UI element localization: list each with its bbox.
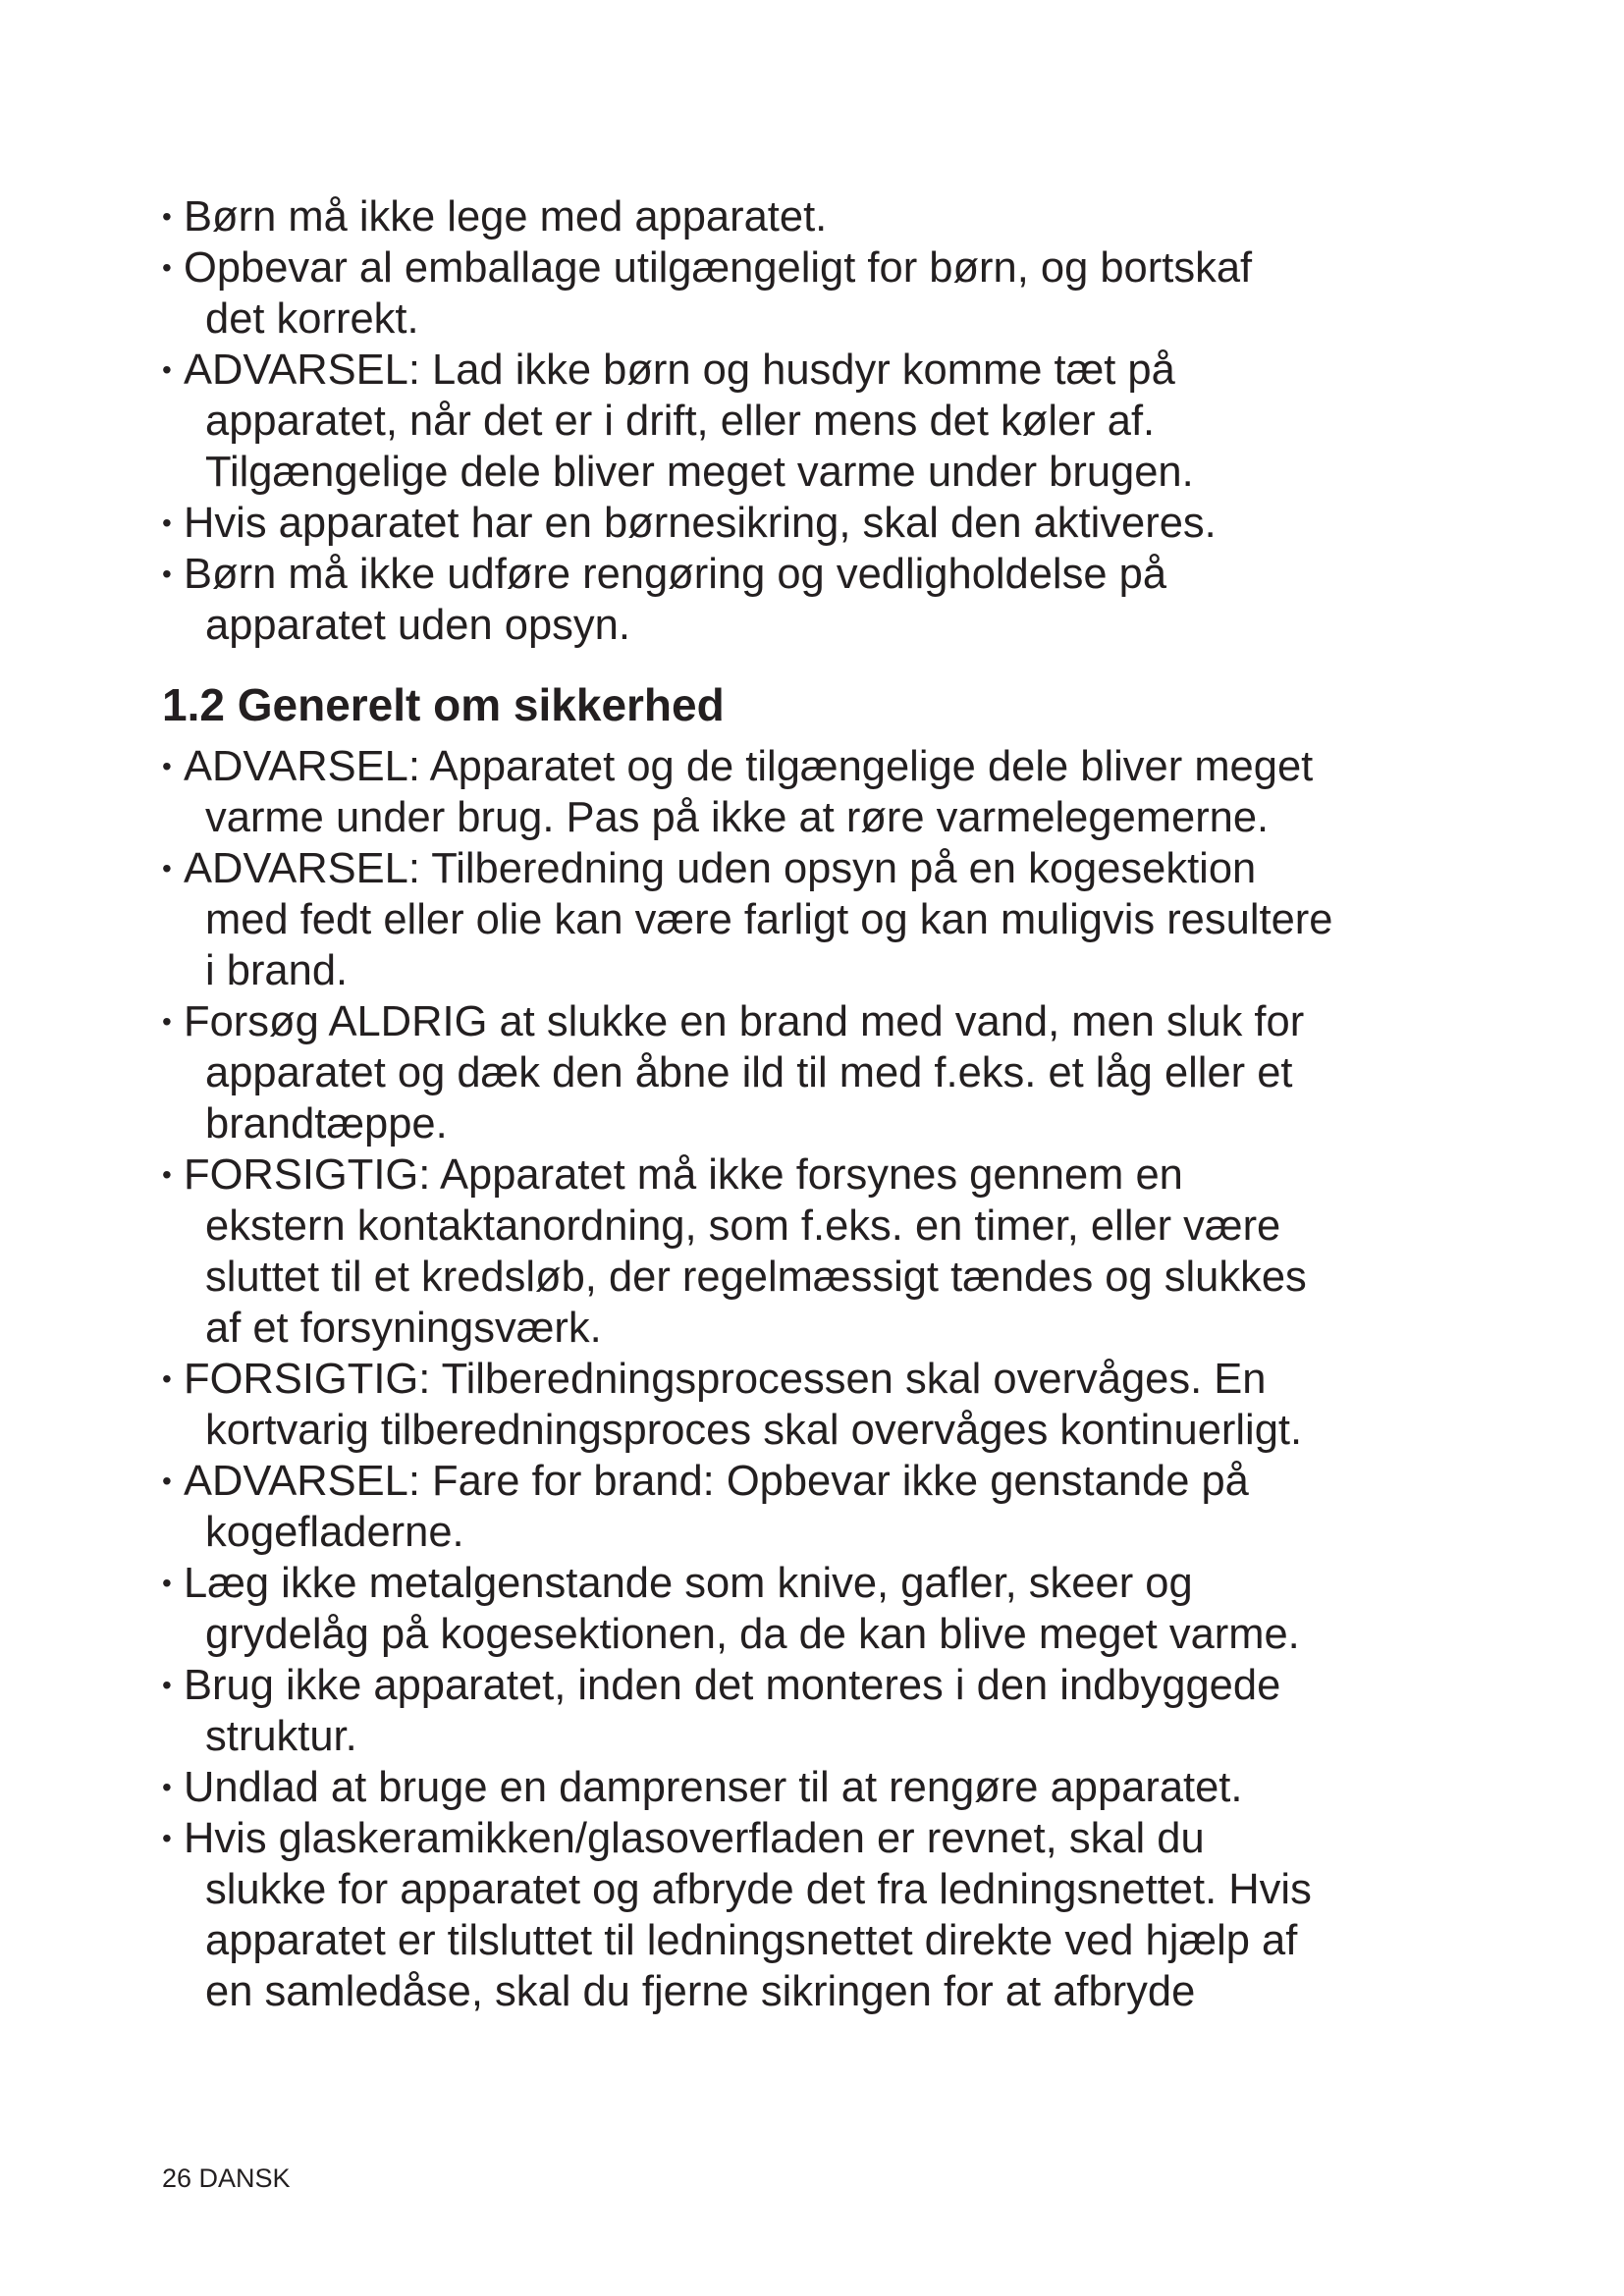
text-line: varme under brug. Pas på ikke at røre varmelegemerne. [205, 794, 1270, 841]
bullet: • [162, 1670, 172, 1700]
bullet: • [162, 201, 172, 232]
list-item-text [184, 1660, 1483, 1762]
text-line: FORSIGTIG: Apparatet må ikke forsynes gennem en [184, 1151, 1183, 1199]
text-line: det korrekt. [205, 295, 419, 343]
list-item-text [184, 191, 1483, 242]
list-item [162, 1149, 1483, 1354]
text-line: ADVARSEL: Lad ikke børn og husdyr komme tæt på [184, 347, 1175, 394]
safety-list-general [162, 741, 1483, 2017]
text-line: ekstern kontaktanordning, som f.eks. en timer, eller være [205, 1202, 1281, 1250]
bullet: • [162, 354, 172, 385]
text-line: af et forsyningsværk. [205, 1305, 602, 1352]
text-line: kogefladerne. [205, 1509, 464, 1556]
bullet: • [162, 751, 172, 781]
list-item [162, 345, 1483, 498]
text-line: apparatet er tilsluttet til ledningsnettet direkte ved hjælp af [205, 1917, 1298, 1964]
bullet: • [162, 1568, 172, 1598]
text-line: apparatet uden opsyn. [205, 602, 630, 649]
text-line: Børn må ikke udføre rengøring og vedligholdelse på [184, 551, 1167, 598]
text-line: Tilgængelige dele bliver meget varme under brugen. [205, 449, 1194, 496]
bullet: • [162, 559, 172, 589]
list-item [162, 191, 1483, 242]
bullet: • [162, 1363, 172, 1394]
text-line: ADVARSEL: Fare for brand: Opbevar ikke genstande på [184, 1458, 1249, 1505]
safety-list-children [162, 191, 1483, 651]
list-item [162, 498, 1483, 549]
text-line: Børn må ikke lege med apparatet. [184, 193, 828, 240]
text-line: sluttet til et kredsløb, der regelmæssigt tændes og slukkes [205, 1254, 1307, 1301]
bullet: • [162, 1159, 172, 1190]
list-item [162, 549, 1483, 651]
list-item-text [184, 1558, 1483, 1660]
text-line: med fedt eller olie kan være farligt og kan muligvis resultere [205, 896, 1333, 943]
list-item [162, 996, 1483, 1149]
text-line: Undlad at bruge en damprenser til at rengøre apparatet. [184, 1764, 1243, 1811]
text-line: slukke for apparatet og afbryde det fra ledningsnettet. Hvis [205, 1866, 1312, 1913]
bullet: • [162, 507, 172, 538]
list-item-text [184, 843, 1483, 996]
bullet: • [162, 252, 172, 283]
text-line: Opbevar al emballage utilgængeligt for børn, og bortskaf [184, 244, 1253, 292]
list-item [162, 1354, 1483, 1456]
text-line: ADVARSEL: Tilberedning uden opsyn på en kogesektion [184, 845, 1257, 892]
bullet: • [162, 1823, 172, 1853]
text-line: apparatet, når det er i drift, eller mens det køler af. [205, 398, 1156, 445]
list-item-text [184, 498, 1483, 549]
text-line: struktur. [205, 1713, 357, 1760]
text-line: Læg ikke metalgenstande som knive, gafler, skeer og [184, 1560, 1193, 1607]
list-item-text [184, 1813, 1483, 2017]
list-item [162, 242, 1483, 345]
text-line: Hvis glaskeramikken/glasoverfladen er revnet, skal du [184, 1815, 1205, 1862]
bullet: • [162, 1466, 172, 1496]
list-item-text [184, 1456, 1483, 1558]
list-item [162, 1762, 1483, 1813]
text-line: en samledåse, skal du fjerne sikringen for at afbryde [205, 1968, 1196, 2015]
section-heading: 1.2 Generelt om sikkerhed [162, 679, 725, 730]
text-line: Forsøg ALDRIG at slukke en brand med vand, men sluk for [184, 998, 1305, 1045]
list-item-text [184, 1149, 1483, 1354]
list-item-text [184, 242, 1483, 345]
list-item [162, 1456, 1483, 1558]
list-item-text [184, 549, 1483, 651]
text-line: FORSIGTIG: Tilberedningsprocessen skal overvåges. En [184, 1356, 1267, 1403]
bullet: • [162, 1772, 172, 1802]
text-line: brandtæppe. [205, 1100, 448, 1148]
list-item [162, 1660, 1483, 1762]
bullet: • [162, 853, 172, 883]
list-item [162, 1813, 1483, 2017]
bullet: • [162, 1006, 172, 1037]
list-item-text [184, 996, 1483, 1149]
text-line: kortvarig tilberedningsproces skal overvåges kontinuerligt. [205, 1407, 1303, 1454]
text-line: grydelåg på kogesektionen, da de kan blive meget varme. [205, 1611, 1300, 1658]
text-line: Hvis apparatet har en børnesikring, skal den aktiveres. [184, 500, 1217, 547]
list-item-text [184, 345, 1483, 498]
list-item-text [184, 1762, 1483, 1813]
text-line: Brug ikke apparatet, inden det monteres i den indbyggede [184, 1662, 1281, 1709]
list-item-text [184, 741, 1483, 843]
page-footer: 26 DANSK [162, 2163, 291, 2193]
list-item-text [184, 1354, 1483, 1456]
text-line: i brand. [205, 947, 349, 994]
text-line: ADVARSEL: Apparatet og de tilgængelige dele bliver meget [184, 743, 1314, 790]
text-line: apparatet og dæk den åbne ild til med f.eks. et låg eller et [205, 1049, 1293, 1096]
list-item [162, 1558, 1483, 1660]
list-item [162, 741, 1483, 843]
list-item [162, 843, 1483, 996]
